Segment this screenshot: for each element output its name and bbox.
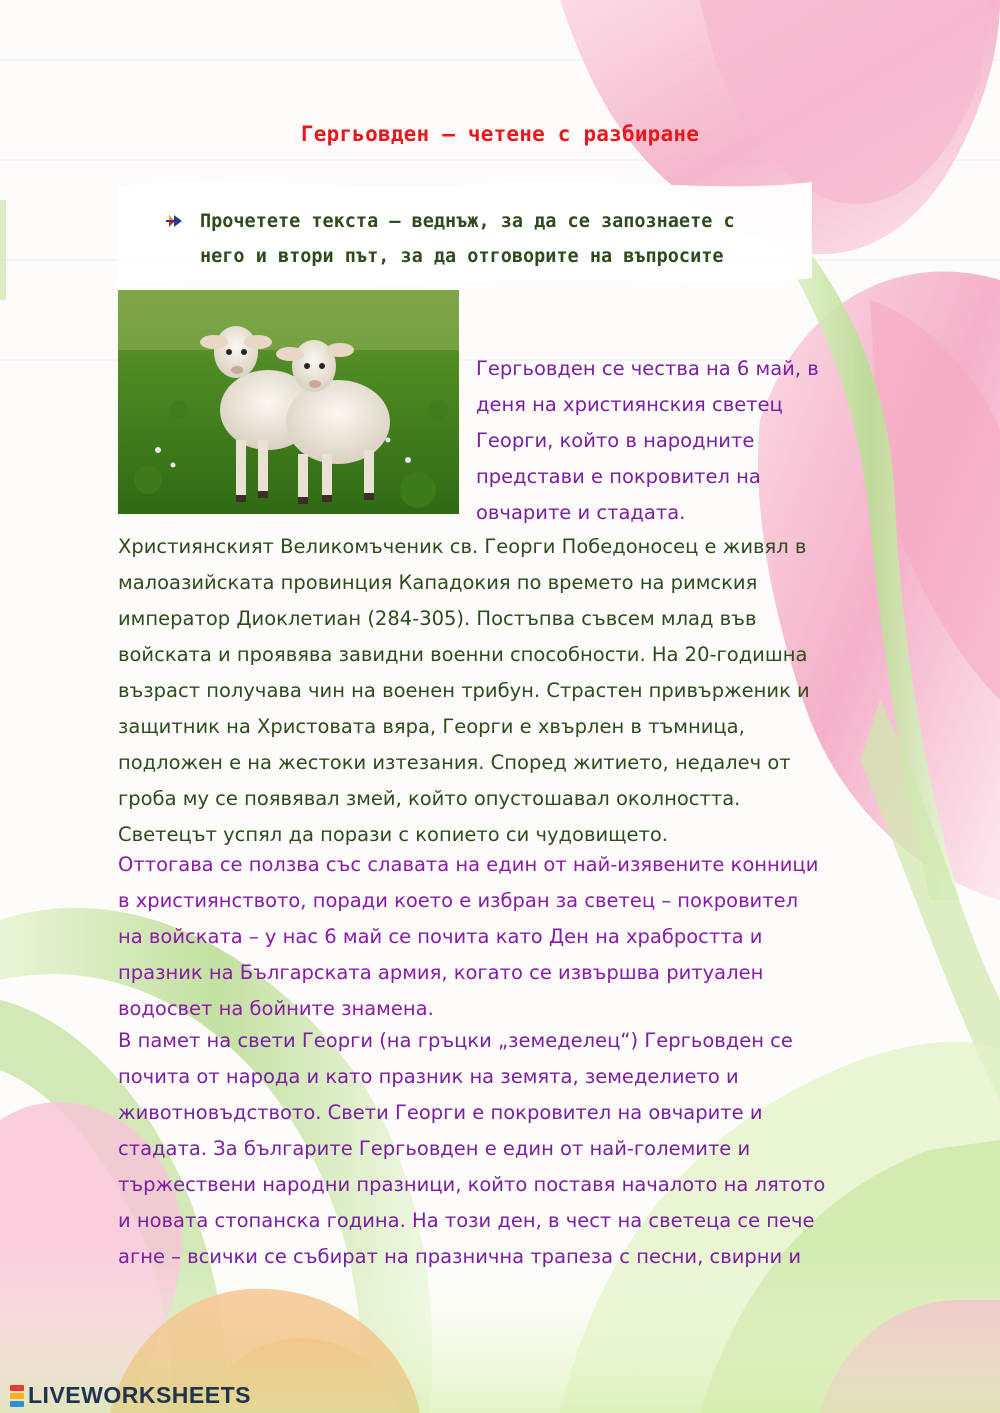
logo-text: LIVEWORKSHEETS xyxy=(28,1382,251,1408)
intro-paragraph xyxy=(476,351,896,531)
text-line: Оттогава се ползва със славата на един от най-изявените конници xyxy=(118,853,819,876)
text-line: овчарите и стадата. xyxy=(476,501,686,524)
text-line: деня на християнския светец xyxy=(476,393,783,416)
text-line: и новата стопанска година. На този ден, в чест на светеца се пече xyxy=(118,1209,815,1232)
instruction-text xyxy=(200,204,800,274)
history-paragraph xyxy=(118,529,898,853)
text-line: Гергьовден се чества на 6 май, в xyxy=(476,357,819,380)
text-line: животновъдството. Свети Георги е покровител на овчарите и xyxy=(118,1101,763,1124)
text-line: малоазийската провинция Кападокия по времето на римския xyxy=(118,571,758,594)
text-line: Георги, който в народните xyxy=(476,429,755,452)
text-line: на войската – у нас 6 май се почита като Ден на храбростта и xyxy=(118,925,763,948)
text-line: войската и проявява завидни военни способности. На 20-годишна xyxy=(118,643,808,666)
text-line: Християнският Великомъченик св. Георги Победоносец е живял в xyxy=(118,535,807,558)
text-line: представи е покровител на xyxy=(476,465,761,488)
liveworksheets-logo-icon xyxy=(10,1385,24,1407)
text-line: празник на Българската армия, когато се извършва ритуален xyxy=(118,961,764,984)
text-line: водосвет на бойните знамена. xyxy=(118,997,434,1020)
instruction-panel xyxy=(118,178,812,288)
text-line: Светецът успял да порази с копието си чудовището. xyxy=(118,823,668,846)
lambs-photo xyxy=(118,290,459,514)
instruction-line: Прочетете текста – веднъж, за да се запознаете с xyxy=(200,211,735,232)
text-line: тържествени народни празници, който поставя началото на лятото xyxy=(118,1173,826,1196)
text-line: гроба му се появявал змей, който опустошавал околността. xyxy=(118,787,741,810)
text-line: подложен е на жестоки изтезания. Според житието, недалеч от xyxy=(118,751,791,774)
instruction-line: него и втори път, за да отговорите на въпросите xyxy=(200,246,724,267)
text-line: агне – всички се събират на празнична трапеза с песни, свирни и xyxy=(118,1245,802,1268)
army-paragraph xyxy=(118,847,898,1027)
page-title: Гергьовден – четене с разбиране xyxy=(300,122,700,146)
traditions-paragraph xyxy=(118,1023,898,1275)
text-line: почита от народа и като празник на земята, земеделието и xyxy=(118,1065,739,1088)
text-line: император Диоклетиан (284-305). Постъпва съвсем млад във xyxy=(118,607,757,630)
text-line: възраст получава чин на военен трибун. Страстен привърженик и xyxy=(118,679,810,702)
text-line: в християнството, поради което е избран за светец – покровител xyxy=(118,889,799,912)
text-line: В памет на свети Георги (на гръцки „земеделец“) Гергьовден се xyxy=(118,1029,793,1052)
liveworksheets-logo[interactable] xyxy=(10,1382,251,1409)
text-line: защитник на Христовата вяра, Георги е хвърлен в тъмница, xyxy=(118,715,745,738)
text-line: стадата. За българите Гергьовден е един от най-големите и xyxy=(118,1137,751,1160)
